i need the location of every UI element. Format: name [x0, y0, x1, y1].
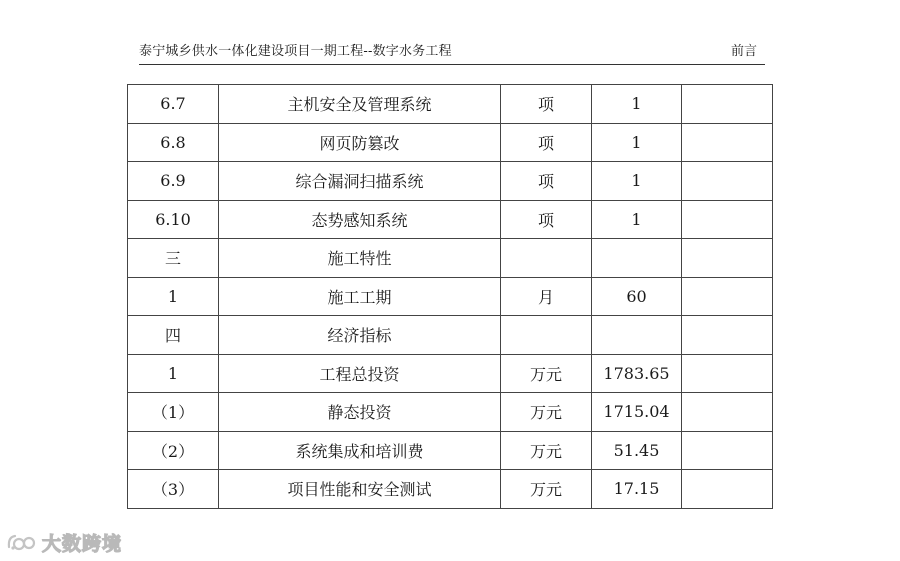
table-row: [128, 277, 773, 316]
document-title: 泰宁城乡供水一体化建设项目一期工程--数字水务工程: [139, 44, 452, 59]
row-number: （3）: [128, 470, 219, 509]
unit: 项: [501, 85, 592, 124]
unit: [501, 316, 592, 355]
item-name: 网页防篡改: [219, 123, 501, 162]
brand-logo-icon: [6, 531, 36, 553]
unit: 万元: [501, 470, 592, 509]
table-row: [128, 85, 773, 124]
row-number: （2）: [128, 431, 219, 470]
row-number: 6.7: [128, 85, 219, 124]
unit: 项: [501, 123, 592, 162]
quantity: 17.15: [592, 470, 682, 509]
quantity: [592, 239, 682, 278]
quantity: 1715.04: [592, 393, 682, 432]
row-number: 四: [128, 316, 219, 355]
quantity: 1: [592, 85, 682, 124]
row-number: 6.8: [128, 123, 219, 162]
table-row: [128, 316, 773, 355]
spec-table: [127, 84, 773, 509]
table-row: [128, 393, 773, 432]
quantity: 60: [592, 277, 682, 316]
item-name: 主机安全及管理系统: [219, 85, 501, 124]
table-row: [128, 354, 773, 393]
unit: 万元: [501, 393, 592, 432]
quantity: 1: [592, 123, 682, 162]
item-name: 工程总投资: [219, 354, 501, 393]
remark: [682, 431, 773, 470]
item-name: 施工工期: [219, 277, 501, 316]
row-number: 三: [128, 239, 219, 278]
item-name: 经济指标: [219, 316, 501, 355]
quantity: 51.45: [592, 431, 682, 470]
remark: [682, 200, 773, 239]
table-row: [128, 470, 773, 509]
row-number: 6.9: [128, 162, 219, 201]
row-number: 1: [128, 277, 219, 316]
table-row: [128, 123, 773, 162]
remark: [682, 393, 773, 432]
table-row: [128, 200, 773, 239]
item-name: 综合漏洞扫描系统: [219, 162, 501, 201]
watermark: [6, 528, 122, 556]
page-header: [139, 38, 765, 65]
row-number: 6.10: [128, 200, 219, 239]
quantity: 1: [592, 162, 682, 201]
unit: 项: [501, 200, 592, 239]
item-name: 项目性能和安全测试: [219, 470, 501, 509]
item-name: 态势感知系统: [219, 200, 501, 239]
remark: [682, 470, 773, 509]
section-label: 前言: [730, 44, 757, 59]
unit: 万元: [501, 431, 592, 470]
item-name: 系统集成和培训费: [219, 431, 501, 470]
quantity: 1783.65: [592, 354, 682, 393]
table-row: [128, 431, 773, 470]
table-row: [128, 162, 773, 201]
unit: [501, 239, 592, 278]
watermark-text: 大数跨境: [42, 532, 123, 555]
remark: [682, 277, 773, 316]
row-number: （1）: [128, 393, 219, 432]
remark: [682, 354, 773, 393]
quantity: [592, 316, 682, 355]
unit: 月: [501, 277, 592, 316]
remark: [682, 85, 773, 124]
table-row: [128, 239, 773, 278]
item-name: 施工特性: [219, 239, 501, 278]
remark: [682, 239, 773, 278]
remark: [682, 162, 773, 201]
remark: [682, 316, 773, 355]
row-number: 1: [128, 354, 219, 393]
item-name: 静态投资: [219, 393, 501, 432]
unit: 项: [501, 162, 592, 201]
remark: [682, 123, 773, 162]
quantity: 1: [592, 200, 682, 239]
unit: 万元: [501, 354, 592, 393]
